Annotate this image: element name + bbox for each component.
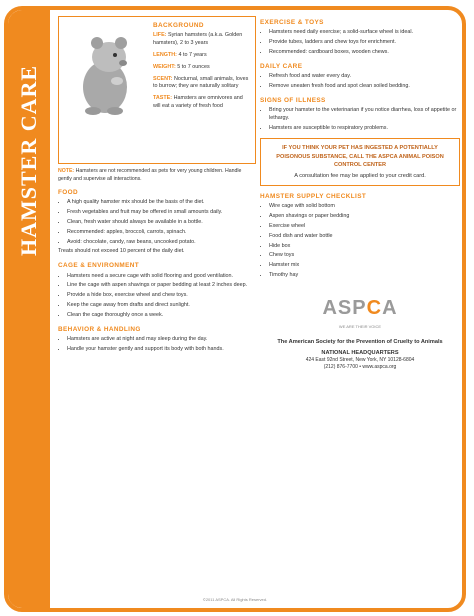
list-item: • Timothy hay [269, 272, 460, 280]
list-item: • Provide tubes, ladders and chew toys for enrichment. [269, 39, 460, 47]
list-item: • Exercise wheel [269, 223, 460, 231]
checklist-heading: HAMSTER SUPPLY CHECKLIST [260, 192, 367, 200]
list-item: • Recommended: cardboard boxes, wooden chews. [269, 49, 460, 57]
left-column [58, 16, 256, 356]
background-heading: BACKGROUND [153, 22, 204, 29]
daily-heading: DAILY CARE [260, 62, 303, 70]
list-item: • Avoid: chocolate, candy, raw beans, uncooked potato. [67, 239, 256, 247]
hamster-icon [63, 21, 147, 121]
bg-item: TASTE: Hamsters are omnivores and will eat a variety of fresh food [153, 95, 243, 110]
list-item: • Hide box [269, 243, 460, 251]
daily-list [260, 73, 460, 91]
bg-item: LIFE: Syrian hamsters (a.k.a. Golden hamsters), 2 to 3 years [153, 32, 243, 47]
footer-contact: (212) 876-7700 • www.aspca.org [323, 364, 397, 371]
behavior-heading: BEHAVIOR & HANDLING [58, 325, 141, 333]
list-item: • Hamsters are active at night and may sleep during the day. [67, 336, 256, 344]
page-title: HAMSTER CARE [16, 64, 41, 256]
right-column [260, 16, 460, 371]
list-item: • Wire cage with solid bottom [269, 203, 460, 211]
illness-heading: SIGNS OF ILLNESS [260, 96, 326, 104]
background-note: NOTE: Hamsters are not recommended as pets for very young children. Handle gently and supervise all interactions. [58, 168, 242, 182]
list-item: • Hamsters need daily exercise; a solid-surface wheel is ideal. [269, 29, 460, 37]
hamster-photo [63, 21, 147, 121]
callout-subtext: A consultation fee may be applied to your credit card. [294, 172, 426, 179]
callout-text: IF YOU THINK YOUR PET HAS INGESTED A POTENTIALLY POISONOUS SUBSTANCE, CALL THE ASPCA ANIMAL POISON CONTROL CENTER [276, 145, 444, 168]
list-item: • Bring your hamster to the veterinarian if you notice diarrhea, loss of appetite or lethargy. [269, 107, 460, 123]
page-frame [4, 6, 466, 612]
behavior-list [58, 336, 256, 354]
cage-heading: CAGE & ENVIRONMENT [58, 262, 140, 270]
list-item: • Aspen shavings or paper bedding [269, 213, 460, 221]
footer [260, 338, 460, 372]
illness-list [260, 107, 460, 132]
list-item: • A high quality hamster mix should be the basis of the diet. [67, 199, 256, 207]
poison-control-callout [260, 138, 460, 185]
footer-hq: NATIONAL HEADQUARTERS [321, 349, 399, 356]
footer-org: The American Society for the Prevention of Cruelty to Animals [277, 338, 443, 345]
list-item: • Handle your hamster gently and support its body with both hands. [67, 346, 256, 354]
background-text [153, 21, 251, 159]
list-item: • Provide a hide box, exercise wheel and chew toys. [67, 292, 256, 300]
list-item: • Hamsters are susceptible to respiratory problems. [269, 125, 460, 133]
list-item: • Fresh vegetables and fruit may be offered in small amounts daily. [67, 209, 256, 217]
cage-list [58, 273, 256, 320]
list-item: • Chew toys [269, 252, 460, 260]
bg-item: WEIGHT: 5 to 7 ounces [153, 63, 210, 70]
bg-item: SCENT: Nocturnal, small animals, loves to burrow; they are naturally solitary [153, 75, 249, 90]
bg-item: LENGTH: 4 to 7 years [153, 51, 207, 58]
list-item: • Keep the cage away from drafts and direct sunlight. [67, 302, 256, 310]
footer-address: 424 East 92nd Street, New York, NY 10128-6804 [305, 356, 415, 363]
food-footnote: Treats should not exceed 10 percent of the daily diet. [58, 248, 185, 255]
list-item: • Clean the cage thoroughly once a week. [67, 312, 256, 320]
aspca-logo: ASPCA WE ARE THEIR VOICE [260, 294, 460, 330]
list-item: • Remove uneaten fresh food and spot clean soiled bedding. [269, 83, 460, 91]
list-item: • Clean, fresh water should always be available in a bottle. [67, 219, 256, 227]
list-item: • Hamster mix [269, 262, 460, 270]
exercise-heading: EXERCISE & TOYS [260, 19, 324, 26]
food-list [58, 199, 256, 246]
list-item: • Line the cage with aspen shavings or paper bedding at least 2 inches deep. [67, 282, 256, 290]
list-item: • Food dish and water bottle [269, 233, 460, 241]
exercise-list [260, 29, 460, 56]
logo-tagline: WE ARE THEIR VOICE [338, 323, 382, 329]
list-item: • Recommended: apples, broccoli, carrots, spinach. [67, 229, 256, 237]
title-sidebar [8, 10, 50, 608]
checklist-list [260, 203, 460, 280]
copyright: ©2011 ASPCA. All Rights Reserved. [202, 597, 268, 602]
background-box [58, 16, 256, 164]
food-heading: FOOD [58, 189, 79, 197]
list-item: • Hamsters need a secure cage with solid flooring and good ventilation. [67, 273, 256, 281]
list-item: • Refresh food and water every day. [269, 73, 460, 81]
